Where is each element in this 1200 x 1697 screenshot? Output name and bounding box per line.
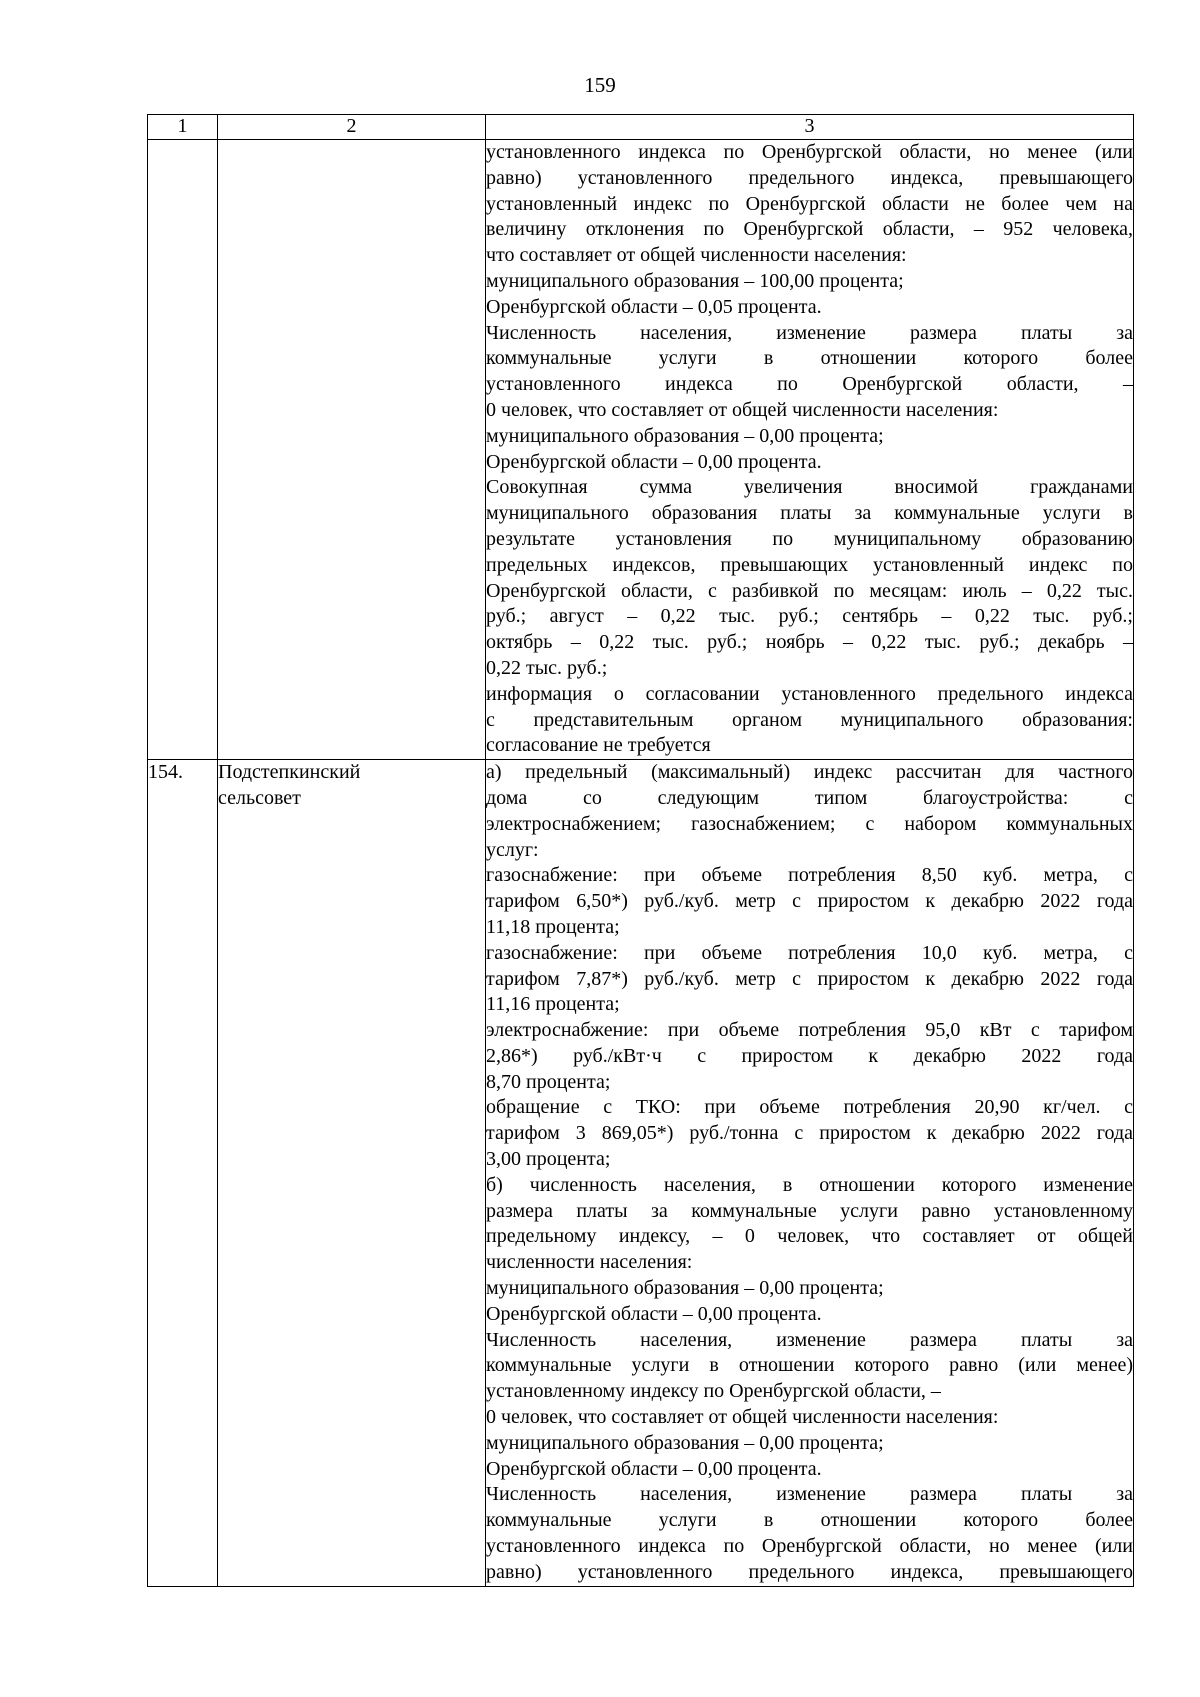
table-row-154 xyxy=(148,760,1134,1587)
text-line: тарифом 7,87*) руб./куб. метр с приростом к декабрю 2022 года xyxy=(486,967,1133,990)
text-line: Численность населения, изменение размера платы за xyxy=(486,1328,1133,1351)
text-line: согласование не требуется xyxy=(486,734,711,757)
text-line: 8,70 процента; xyxy=(486,1070,611,1093)
text-line: Оренбургской области – 0,00 процента. xyxy=(486,450,822,473)
text-line: муниципального образования платы за коммунальные услуги в xyxy=(486,502,1133,525)
text-line: 0 человек, что составляет от общей численности населения: xyxy=(486,1406,999,1429)
row-number-cell xyxy=(148,760,218,1587)
column-header-3: 3 xyxy=(486,115,1134,140)
municipality-name-line: Подстепкинский xyxy=(218,761,361,784)
description-lines xyxy=(486,140,1133,759)
text-line: коммунальные услуги в отношении которого более xyxy=(486,347,1133,370)
text-line: установленному индексу по Оренбургской области, – xyxy=(486,1380,941,1403)
text-line: Оренбургской области – 0,05 процента. xyxy=(486,295,822,318)
text-line: электроснабжение: при объеме потребления 95,0 кВт с тарифом xyxy=(486,1019,1133,1042)
text-line: муниципального образования – 0,00 процента; xyxy=(486,424,884,447)
text-line: муниципального образования – 0,00 процента; xyxy=(486,1277,884,1300)
page-number: 159 xyxy=(584,73,616,97)
text-line: установленного индекса по Оренбургской области, – xyxy=(486,373,1133,396)
text-line: 3,00 процента; xyxy=(486,1148,611,1171)
text-line: б) численность населения, в отношении которого изменение xyxy=(486,1173,1133,1196)
text-line: Численность населения, изменение размера платы за xyxy=(486,1483,1133,1506)
text-line: тарифом 6,50*) руб./куб. метр с приростом к декабрю 2022 года xyxy=(486,890,1133,913)
text-line: руб.; август – 0,22 тыс. руб.; сентябрь – 0,22 тыс. руб.; xyxy=(486,605,1133,628)
text-line: с представительным органом муниципального образования: xyxy=(486,708,1133,731)
text-line: Оренбургской области – 0,00 процента. xyxy=(486,1302,822,1325)
description-cell xyxy=(486,760,1134,1587)
text-line: установленного индекса по Оренбургской области, но менее (или xyxy=(486,1535,1133,1558)
description-lines xyxy=(486,760,1133,1586)
text-line: установленный индекс по Оренбургской области не более чем на xyxy=(486,192,1133,215)
text-line: результате установления по муниципальному образованию xyxy=(486,527,1133,550)
text-line: тарифом 3 869,05*) руб./тонна с приростом к декабрю 2022 года xyxy=(486,1122,1133,1145)
text-line: 0 человек, что составляет от общей численности населения: xyxy=(486,398,999,421)
text-line: 0,22 тыс. руб.; xyxy=(486,656,608,679)
text-line: услуг: xyxy=(486,838,539,861)
text-line: электроснабжением; газоснабжением; с набором коммунальных xyxy=(486,812,1133,835)
text-line: дома со следующим типом благоустройства: с xyxy=(486,786,1133,809)
text-line: коммунальные услуги в отношении которого более xyxy=(486,1509,1133,1532)
municipality-cell xyxy=(218,760,486,1587)
column-header-1: 1 xyxy=(148,115,218,140)
text-line: газоснабжение: при объеме потребления 8,50 куб. метра, с xyxy=(486,864,1133,887)
text-line: Численность населения, изменение размера платы за xyxy=(486,321,1133,344)
text-line: Оренбургской области, с разбивкой по месяцам: июль – 0,22 тыс. xyxy=(486,579,1133,602)
municipality-name-line: сельсовет xyxy=(218,786,301,809)
text-line: муниципального образования – 0,00 процента; xyxy=(486,1431,884,1454)
text-line: что составляет от общей численности населения: xyxy=(486,244,907,267)
text-line: обращение с ТКО: при объеме потребления 20,90 кг/чел. с xyxy=(486,1096,1133,1119)
text-line: равно) установленного предельного индекса, превышающего xyxy=(486,1560,1133,1583)
text-line: величину отклонения по Оренбургской области, – 952 человека, xyxy=(486,218,1133,241)
text-line: равно) установленного предельного индекса, превышающего xyxy=(486,166,1133,189)
municipality-cell xyxy=(218,140,486,760)
text-line: коммунальные услуги в отношении которого равно (или менее) xyxy=(486,1354,1133,1377)
text-line: численности населения: xyxy=(486,1251,693,1274)
text-line: информация о согласовании установленного предельного индекса xyxy=(486,682,1133,705)
text-line: установленного индекса по Оренбургской области, но менее (или xyxy=(486,141,1133,163)
data-table xyxy=(147,114,1134,1587)
text-line: газоснабжение: при объеме потребления 10,0 куб. метра, с xyxy=(486,941,1133,964)
column-header-2: 2 xyxy=(218,115,486,140)
text-line: Оренбургской области – 0,00 процента. xyxy=(486,1457,822,1480)
text-line: муниципального образования – 100,00 процента; xyxy=(486,269,904,292)
text-line: 2,86*) руб./кВт·ч с приростом к декабрю 2022 года xyxy=(486,1044,1133,1067)
description-cell xyxy=(486,140,1134,760)
text-line: размера платы за коммунальные услуги равно установленному xyxy=(486,1199,1133,1222)
text-line: предельному индексу, – 0 человек, что составляет от общей xyxy=(486,1225,1133,1248)
row-number-cell xyxy=(148,140,218,760)
text-line: октябрь – 0,22 тыс. руб.; ноябрь – 0,22 тыс. руб.; декабрь – xyxy=(486,631,1133,654)
text-line: Совокупная сумма увеличения вносимой гражданами xyxy=(486,476,1133,499)
table-row-continued xyxy=(148,140,1134,760)
text-line: предельных индексов, превышающих установленный индекс по xyxy=(486,553,1133,576)
table-header-row xyxy=(148,115,1134,140)
text-line: а) предельный (максимальный) индекс рассчитан для частного xyxy=(486,761,1133,784)
text-line: 11,18 процента; xyxy=(486,915,620,938)
row-number: 154. xyxy=(148,761,183,784)
text-line: 11,16 процента; xyxy=(486,993,620,1016)
